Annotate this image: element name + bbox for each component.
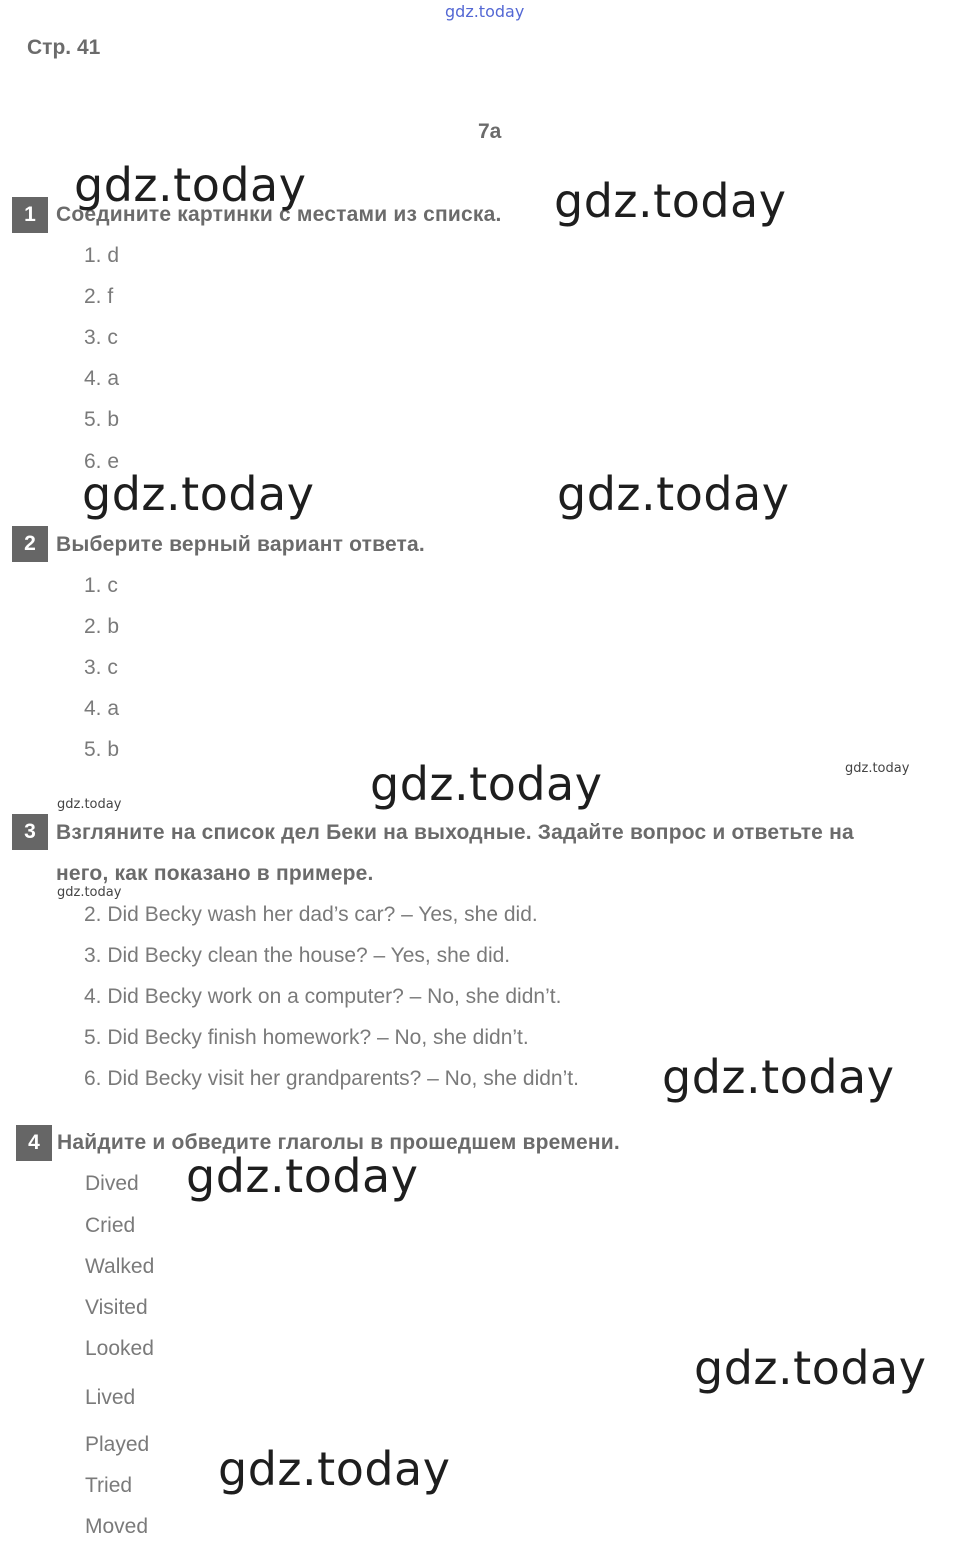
watermark: gdz.today: [186, 1149, 419, 1203]
task-4-answer: Looked: [85, 1337, 154, 1360]
task-3-answer: 4. Did Becky work on a computer? – No, she didn’t.: [84, 985, 562, 1008]
task-1-answer: 4. a: [84, 367, 120, 390]
task-3-number: 3: [12, 814, 48, 850]
watermark-top: gdz.today: [445, 2, 525, 21]
watermark: gdz.today: [82, 467, 315, 521]
task-3-answer: 2. Did Becky wash her dad’s car? – Yes, she did.: [84, 903, 538, 926]
task-3-answer: 6. Did Becky visit her grandparents? – No, she didn’t.: [84, 1067, 579, 1090]
task-1-number: 1: [12, 197, 48, 233]
task-3-title-line1: Взгляните на список дел Беки на выходные. Задайте вопрос и ответьте на: [56, 821, 854, 844]
task-4-answer: Dived: [85, 1172, 139, 1195]
task-2-number: 2: [12, 526, 48, 562]
task-2-answer: 3. c: [84, 656, 118, 679]
task-4-title: Найдите и обведите глаголы в прошедшем времени.: [57, 1131, 620, 1154]
watermark: gdz.today: [662, 1050, 895, 1104]
task-4-answer: Tried: [85, 1474, 133, 1497]
watermark: gdz.today: [554, 174, 787, 228]
watermark: gdz.today: [370, 757, 603, 811]
task-4-answer: Lived: [85, 1386, 136, 1409]
task-2-answer: 1. c: [84, 574, 118, 597]
task-4-answer: Cried: [85, 1214, 136, 1237]
task-1-answer: 3. c: [84, 326, 118, 349]
watermark: gdz.today: [557, 467, 790, 521]
task-2-title: Выберите верный вариант ответа.: [56, 533, 425, 556]
page-number: Стр. 41: [27, 36, 101, 59]
task-4-answer: Walked: [85, 1255, 155, 1278]
watermark-small: gdz.today: [57, 797, 122, 812]
task-1-answer: 6. e: [84, 450, 120, 473]
task-1-title: Соедините картинки с местами из списка.: [56, 203, 502, 226]
watermark-small: gdz.today: [57, 885, 122, 900]
task-3-title-line2: него, как показано в примере.: [56, 862, 374, 885]
unit-label: 7a: [478, 120, 502, 143]
task-2-answer: 4. a: [84, 697, 120, 720]
task-3-answer: 5. Did Becky finish homework? – No, she didn’t.: [84, 1026, 529, 1049]
task-2-answer: 2. b: [84, 615, 120, 638]
task-2-answer: 5. b: [84, 738, 120, 761]
task-1-answer: 5. b: [84, 408, 120, 431]
task-4-answer: Moved: [85, 1515, 149, 1538]
watermark: gdz.today: [694, 1341, 927, 1395]
task-4-answer: Visited: [85, 1296, 148, 1319]
task-4-answer: Played: [85, 1433, 150, 1456]
watermark-small: gdz.today: [845, 761, 910, 776]
task-1-answer: 1. d: [84, 244, 120, 267]
watermark: gdz.today: [74, 158, 307, 212]
task-1-answer: 2. f: [84, 285, 114, 308]
task-4-number: 4: [16, 1125, 52, 1161]
task-3-answer: 3. Did Becky clean the house? – Yes, she did.: [84, 944, 511, 967]
watermark: gdz.today: [218, 1442, 451, 1496]
